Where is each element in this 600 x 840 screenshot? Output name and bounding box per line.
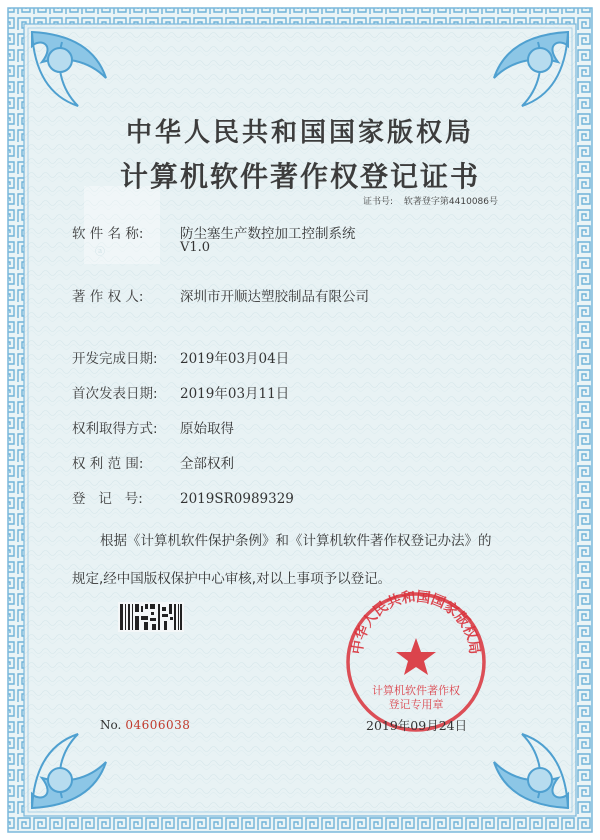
software-version-value: V1.0 (180, 240, 211, 255)
scope-of-rights-value: 全部权利 (180, 456, 234, 472)
field-label: 权 利 范 围: (72, 456, 144, 472)
field-scope-of-rights (72, 452, 234, 472)
field-development-completed (72, 347, 289, 367)
seal-outer-text: 中华人民共和国国家版权局 (349, 589, 483, 656)
certificate-title: 计算机软件著作权登记证书 (119, 160, 480, 193)
field-copyright-owner (72, 285, 369, 305)
field-software-name (72, 222, 356, 255)
field-acquisition-method (72, 417, 234, 437)
official-seal (342, 588, 490, 736)
field-label: 登 记 号: (72, 491, 143, 507)
statement-line-2: 规定,经中国版权保护中心审核,对以上事项予以登记。 (72, 571, 392, 587)
issue-date: 2019年09月24日 (366, 718, 468, 733)
certificate-number-value: 软著登字第4410086号 (403, 197, 499, 207)
field-label: 著 作 权 人: (72, 289, 144, 305)
issuer-name: 中华人民共和国国家版权局 (125, 118, 474, 148)
development-completed-value: 2019年03月04日 (180, 351, 290, 367)
svg-text:ⓐ: ⓐ (95, 247, 105, 258)
statement-line-1: 根据《计算机软件保护条例》和《计算机软件著作权登记办法》的 (100, 533, 492, 549)
certificate-number (363, 194, 498, 207)
acquisition-method-value: 原始取得 (180, 421, 234, 437)
registration-statement (72, 522, 532, 598)
serial-value: 04606038 (125, 718, 191, 732)
registration-number-value: 2019SR0989329 (180, 491, 294, 507)
certificate-number-label: 证书号: (363, 197, 394, 207)
first-published-value: 2019年03月11日 (180, 386, 290, 402)
field-label: 首次发表日期: (72, 386, 158, 402)
serial-prefix: No. (100, 718, 122, 732)
software-name-value: 防尘塞生产数控加工控制系统 (180, 226, 356, 242)
field-first-published (72, 382, 289, 402)
copyright-owner-value: 深圳市开顺达塑胶制品有限公司 (180, 289, 369, 305)
qr-barcode-icon (118, 602, 184, 632)
field-registration-number (72, 487, 294, 507)
seal-inner-line-2: 登记专用章 (388, 698, 444, 711)
field-label: 权利取得方式: (72, 421, 158, 437)
seal-star-icon (396, 638, 436, 675)
seal-inner-line-1: 计算机软件著作权 (372, 684, 460, 697)
serial-number (100, 718, 190, 732)
field-label: 开发完成日期: (72, 351, 158, 367)
field-label: 软 件 名 称: (72, 226, 144, 242)
